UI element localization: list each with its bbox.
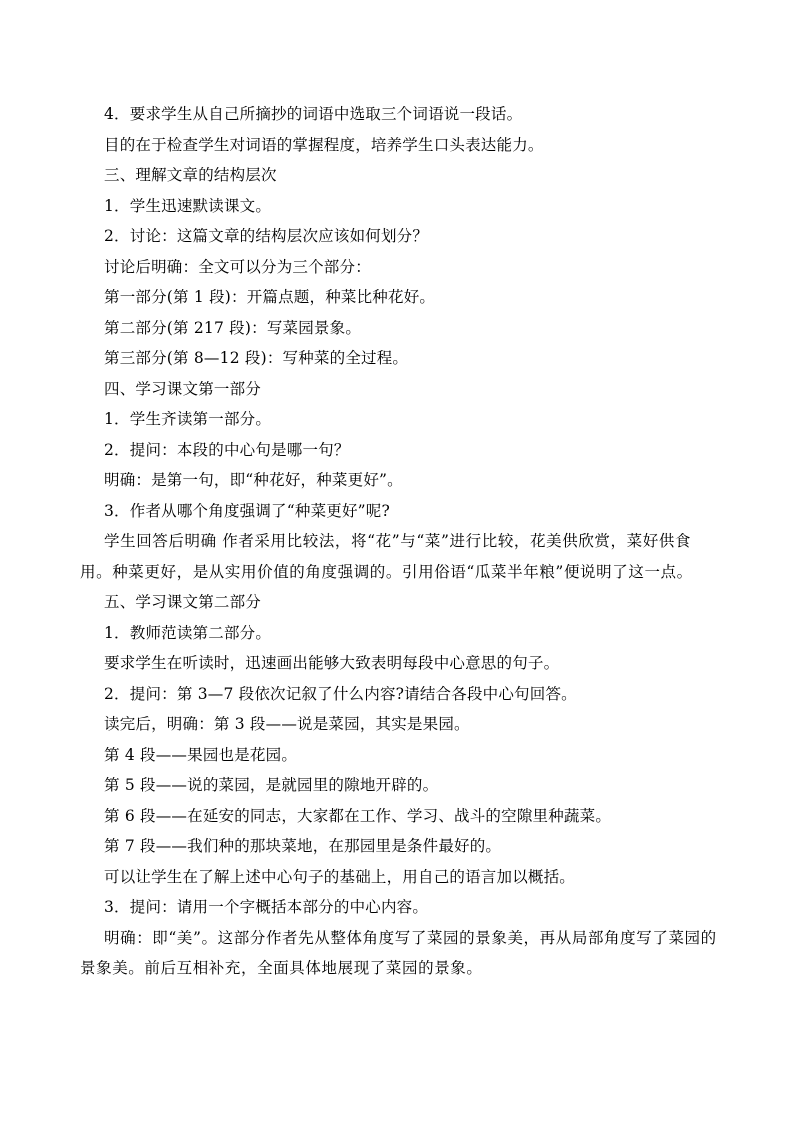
text-line: 第 7 段——我们种的那块菜地，在那园里是条件最好的。 bbox=[104, 837, 502, 855]
text-line: 第二部分(第 217 段)：写菜园景象。 bbox=[104, 318, 362, 337]
text-line: 第 5 段——说的菜园，是就园里的隙地开辟的。 bbox=[104, 776, 439, 794]
text-line: 讨论后明确：全文可以分为三个部分： bbox=[104, 257, 371, 276]
paragraph-beauty bbox=[80, 923, 717, 984]
text-line: 2．提问：第 3—7 段依次记叙了什么内容?请结合各段中心句回答。 bbox=[104, 684, 577, 703]
text-line: 明确：是第一句，即“种花好，种菜更好”。 bbox=[104, 471, 403, 489]
text-line: 第 4 段——果园也是花园。 bbox=[104, 745, 298, 764]
paragraph-comparison bbox=[80, 526, 693, 587]
text-line: 第 6 段——在延安的同志，大家都在工作、学习、战斗的空隙里种蔬菜。 bbox=[104, 806, 612, 825]
paragraph-line: 学生回答后明确 作者采用比较法，将“花”与“菜”进行比较，花美供欣赏，菜好供食 bbox=[104, 532, 692, 550]
text-line: 3．提问：请用一个字概括本部分的中心内容。 bbox=[104, 898, 429, 916]
paragraph-line: 景象美。前后互相补充，全面具体地展现了菜园的景象。 bbox=[80, 959, 483, 977]
text-line: 1．教师范读第二部分。 bbox=[104, 623, 272, 642]
document-page bbox=[80, 99, 717, 984]
text-line: 1．学生齐读第一部分。 bbox=[104, 410, 272, 428]
text-line: 2．提问：本段的中心句是哪一句？ bbox=[104, 440, 350, 459]
text-line: 第一部分(第 1 段)：开篇点题，种菜比种花好。 bbox=[104, 288, 436, 306]
text-line: 要求学生在听读时，迅速画出能够大致表明每段中心意思的句子。 bbox=[104, 654, 560, 672]
paragraph-line: 用。种菜更好，是从实用价值的角度强调的。引用俗语“瓜菜半年粮”便说明了这一点。 bbox=[80, 562, 693, 581]
text-line: 可以让学生在了解上述中心句子的基础上，用自己的语言加以概括。 bbox=[104, 867, 576, 886]
section-heading: 五、学习课文第二部分 bbox=[104, 593, 262, 611]
paragraph-line: 明确：即“美”。这部分作者先从整体角度写了菜园的景象美，再从局部角度写了菜园的 bbox=[104, 928, 717, 947]
text-line: 4．要求学生从自己所摘抄的词语中选取三个词语说一段话。 bbox=[104, 105, 523, 123]
text-line: 目的在于检查学生对词语的掌握程度，培养学生口头表达能力。 bbox=[104, 135, 544, 154]
section-heading: 三、理解文章的结构层次 bbox=[104, 166, 277, 184]
text-line: 1．学生迅速默读课文。 bbox=[104, 196, 272, 215]
text-line: 3．作者从哪个角度强调了“种菜更好”呢? bbox=[104, 501, 391, 520]
text-line: 第三部分(第 8—12 段)：写种菜的全过程。 bbox=[104, 349, 409, 367]
text-line: 读完后，明确：第 3 段——说是菜园，其实是果园。 bbox=[104, 715, 470, 733]
section-heading: 四、学习课文第一部分 bbox=[104, 379, 262, 398]
text-line: 2．讨论：这篇文章的结构层次应该如何划分？ bbox=[104, 227, 429, 245]
